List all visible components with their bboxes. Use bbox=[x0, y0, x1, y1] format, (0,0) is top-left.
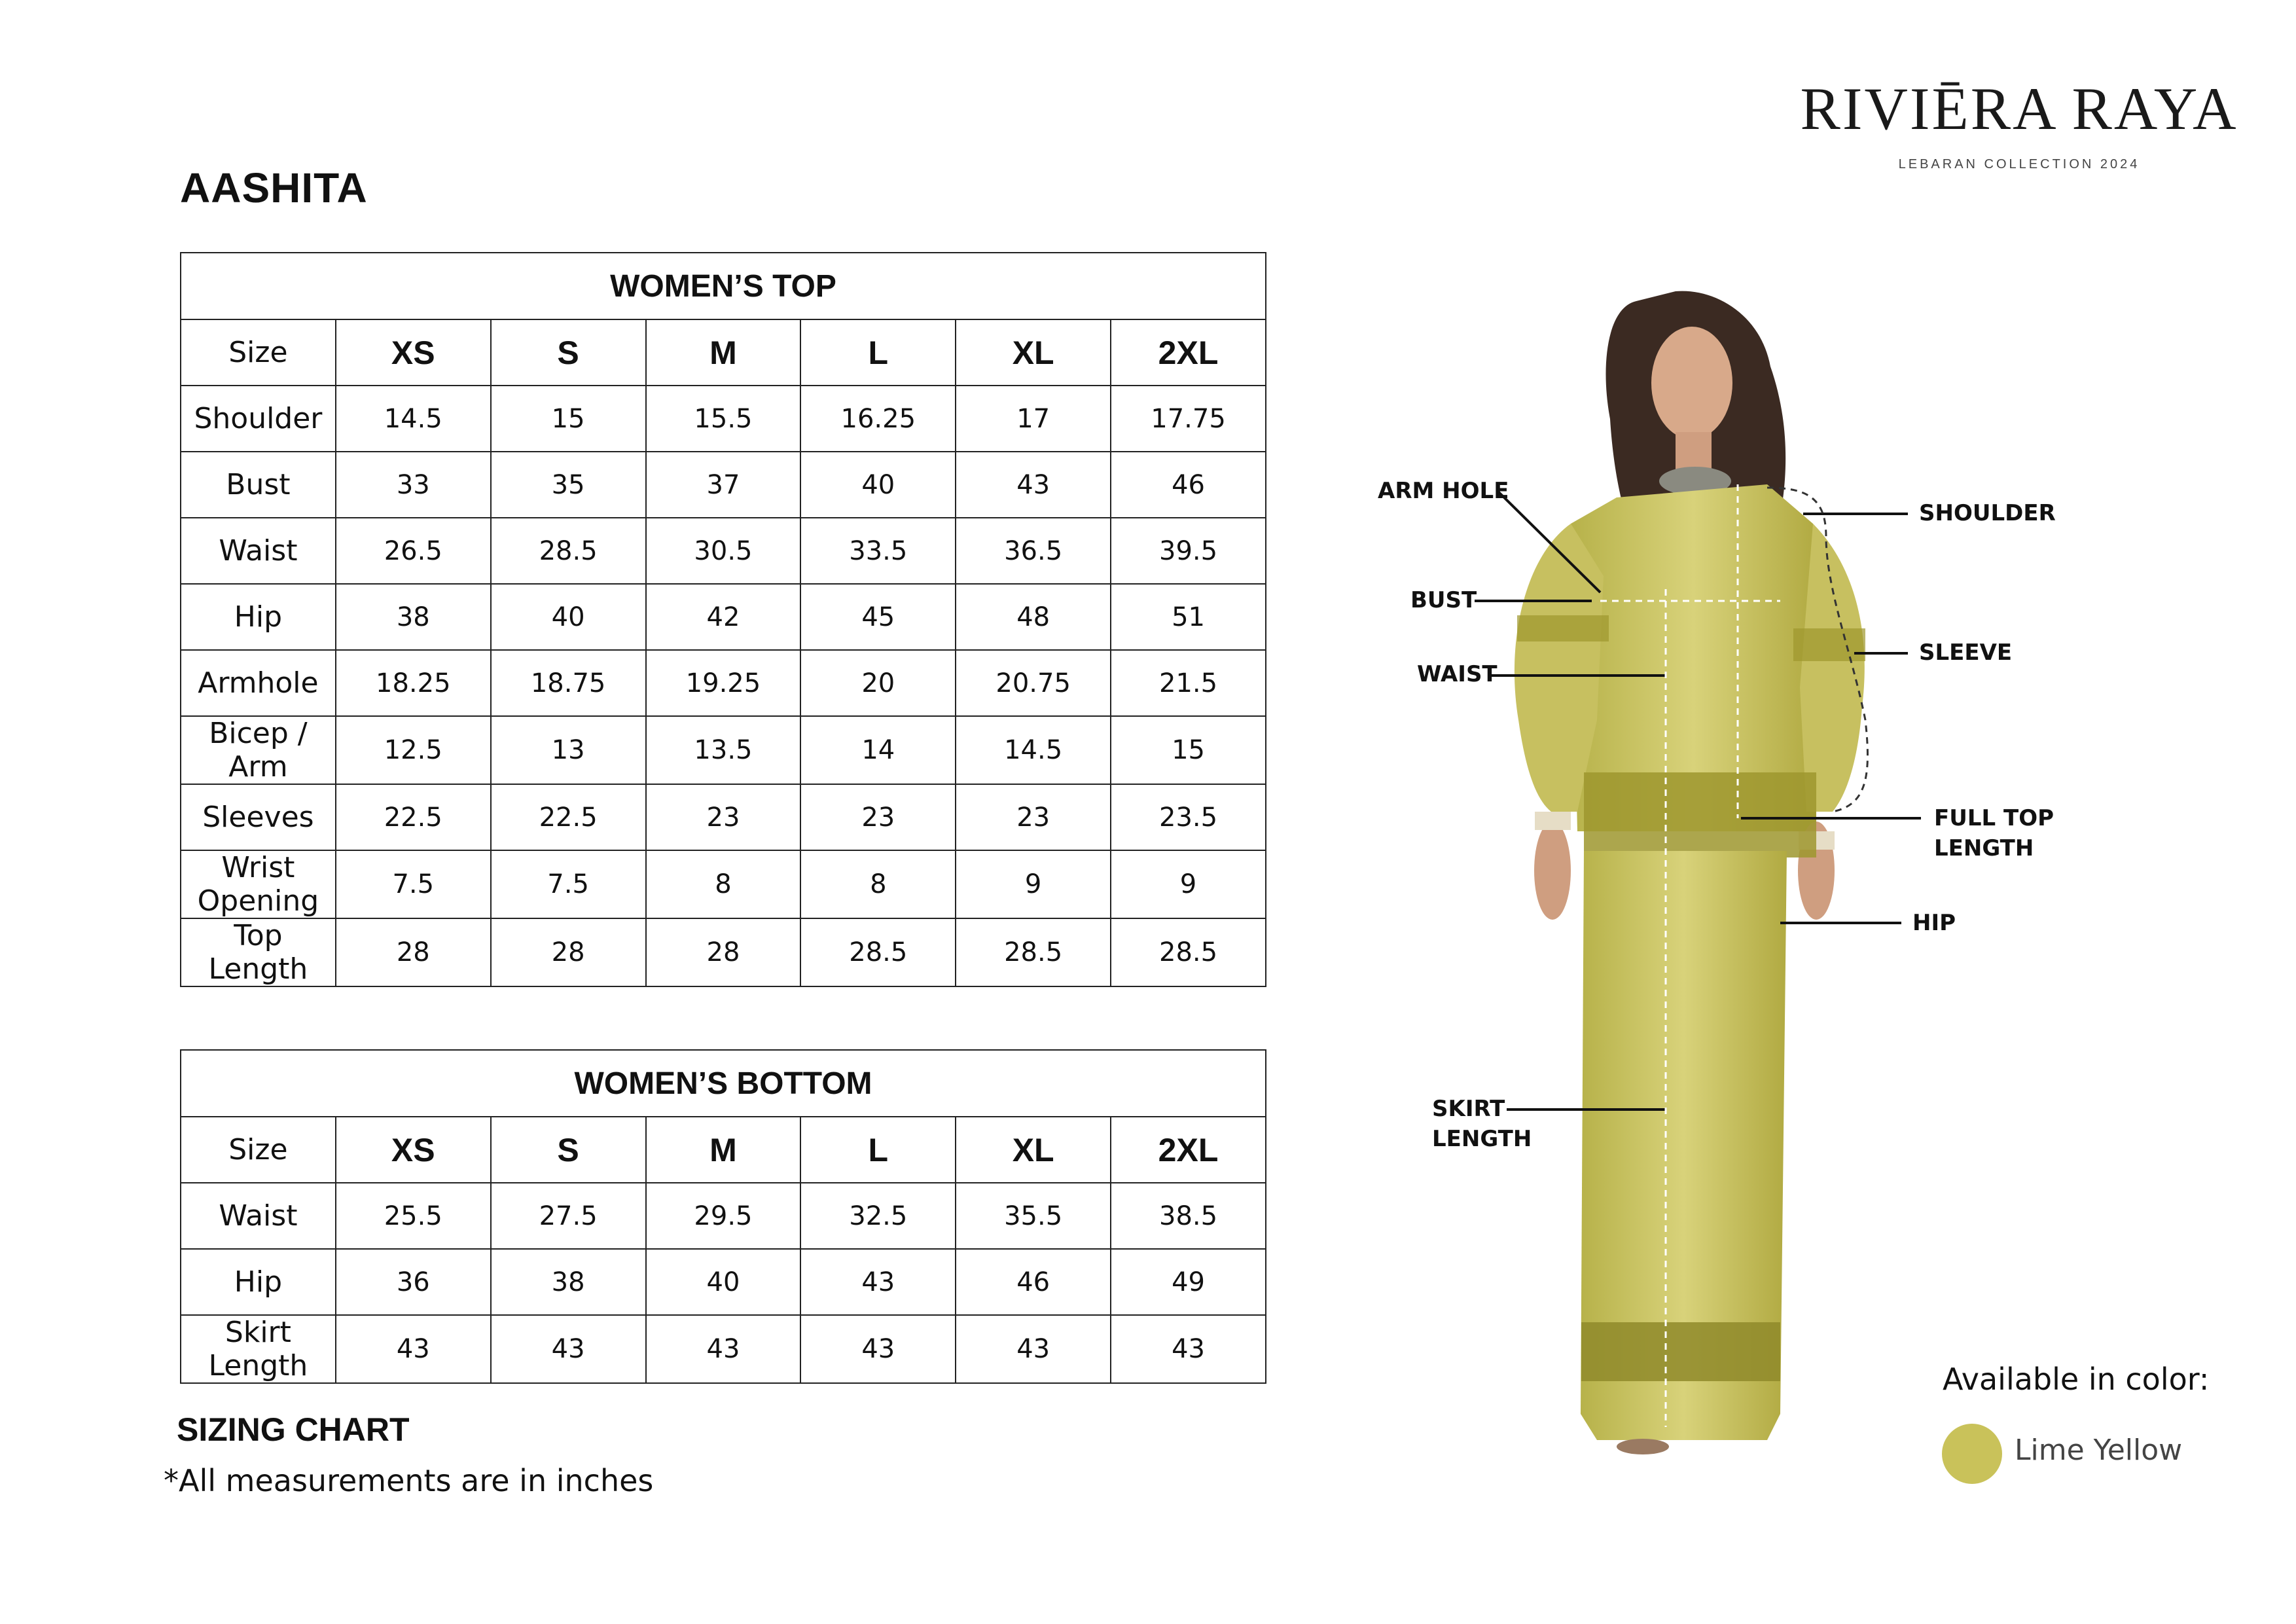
measurement-value: 48 bbox=[956, 584, 1111, 650]
bust-label: BUST bbox=[1410, 587, 1477, 613]
measurement-value: 43 bbox=[1111, 1315, 1266, 1383]
measurement-value: 46 bbox=[1111, 452, 1266, 518]
measurement-value: 51 bbox=[1111, 584, 1266, 650]
measurement-value: 43 bbox=[646, 1315, 801, 1383]
measurement-unit-note: *All measurements are in inches bbox=[164, 1463, 654, 1498]
measurement-label: Sleeves bbox=[181, 784, 336, 850]
skirt-length-label bbox=[1432, 1094, 1532, 1155]
size-header: 2XL bbox=[1111, 1117, 1266, 1183]
measurement-value: 28.5 bbox=[956, 918, 1111, 986]
full-top-length-label-line1: FULL TOP bbox=[1934, 805, 2054, 831]
measurement-value: 38 bbox=[336, 584, 491, 650]
measurement-value: 27.5 bbox=[491, 1183, 646, 1249]
brand-logo-text: RIVIĒRA RAYA bbox=[1800, 75, 2238, 142]
size-header: L bbox=[800, 1117, 956, 1183]
measurement-value: 14.5 bbox=[336, 386, 491, 452]
measurement-value: 43 bbox=[956, 1315, 1111, 1383]
measurement-value: 20.75 bbox=[956, 650, 1111, 716]
measurement-value: 37 bbox=[646, 452, 801, 518]
color-swatch-lime-yellow bbox=[1942, 1424, 2002, 1484]
measurement-value: 21.5 bbox=[1111, 650, 1266, 716]
measurement-value: 40 bbox=[646, 1249, 801, 1315]
measurement-value: 49 bbox=[1111, 1249, 1266, 1315]
size-header-label: Size bbox=[181, 319, 336, 386]
measurement-value: 28.5 bbox=[491, 518, 646, 584]
measurement-value: 32.5 bbox=[800, 1183, 956, 1249]
measurement-value: 23 bbox=[646, 784, 801, 850]
measurement-value: 19.25 bbox=[646, 650, 801, 716]
measurement-value: 33 bbox=[336, 452, 491, 518]
full-top-length-label-line2: LENGTH bbox=[1934, 835, 2034, 861]
measurement-value: 36 bbox=[336, 1249, 491, 1315]
measurement-value: 28 bbox=[646, 918, 801, 986]
measurement-value: 23 bbox=[956, 784, 1111, 850]
measurement-value: 35 bbox=[491, 452, 646, 518]
measurement-value: 20 bbox=[800, 650, 956, 716]
size-header: M bbox=[646, 1117, 801, 1183]
size-header: XS bbox=[336, 319, 491, 386]
size-header: XS bbox=[336, 1117, 491, 1183]
measurement-value: 40 bbox=[491, 584, 646, 650]
size-header: S bbox=[491, 1117, 646, 1183]
measurement-value: 43 bbox=[956, 452, 1111, 518]
measurement-value: 43 bbox=[800, 1315, 956, 1383]
measurement-value: 28 bbox=[336, 918, 491, 986]
size-header: XL bbox=[956, 1117, 1111, 1183]
measurement-value: 35.5 bbox=[956, 1183, 1111, 1249]
measurement-value: 9 bbox=[1111, 850, 1266, 918]
measurement-value: 43 bbox=[491, 1315, 646, 1383]
sizing-chart-title: SIZING CHART bbox=[177, 1411, 410, 1448]
measurement-value: 28 bbox=[491, 918, 646, 986]
measurement-value: 43 bbox=[800, 1249, 956, 1315]
measurement-value: 29.5 bbox=[646, 1183, 801, 1249]
measurement-value: 15.5 bbox=[646, 386, 801, 452]
measurement-value: 14 bbox=[800, 716, 956, 784]
measurement-label: Top Length bbox=[181, 918, 336, 986]
measurement-label: Skirt Length bbox=[181, 1315, 336, 1383]
measurement-value: 39.5 bbox=[1111, 518, 1266, 584]
measurement-value: 9 bbox=[956, 850, 1111, 918]
measurement-value: 38.5 bbox=[1111, 1183, 1266, 1249]
measurement-value: 22.5 bbox=[336, 784, 491, 850]
measurement-value: 15 bbox=[491, 386, 646, 452]
measurement-label: Bust bbox=[181, 452, 336, 518]
measurement-value: 43 bbox=[336, 1315, 491, 1383]
size-header: L bbox=[800, 319, 956, 386]
waist-label: WAIST bbox=[1417, 661, 1498, 687]
measurement-value: 17 bbox=[956, 386, 1111, 452]
measurement-value: 8 bbox=[646, 850, 801, 918]
hip-label: HIP bbox=[1912, 910, 1956, 936]
measurement-value: 13 bbox=[491, 716, 646, 784]
measurement-value: 23 bbox=[800, 784, 956, 850]
size-header: XL bbox=[956, 319, 1111, 386]
measurement-label: Hip bbox=[181, 584, 336, 650]
measurement-value: 28.5 bbox=[1111, 918, 1266, 986]
measurement-value: 16.25 bbox=[800, 386, 956, 452]
measurement-value: 13.5 bbox=[646, 716, 801, 784]
sleeve-label: SLEEVE bbox=[1919, 640, 2013, 666]
measurement-label: Wrist Opening bbox=[181, 850, 336, 918]
measurement-value: 7.5 bbox=[491, 850, 646, 918]
measurement-value: 28.5 bbox=[800, 918, 956, 986]
measurement-value: 18.25 bbox=[336, 650, 491, 716]
measurement-value: 40 bbox=[800, 452, 956, 518]
measurement-value: 22.5 bbox=[491, 784, 646, 850]
measurement-value: 46 bbox=[956, 1249, 1111, 1315]
measurement-value: 17.75 bbox=[1111, 386, 1266, 452]
measurement-value: 42 bbox=[646, 584, 801, 650]
measurement-label: Waist bbox=[181, 518, 336, 584]
measurement-label: Armhole bbox=[181, 650, 336, 716]
measurement-value: 25.5 bbox=[336, 1183, 491, 1249]
model-figure bbox=[1515, 291, 1865, 1454]
measurement-value: 38 bbox=[491, 1249, 646, 1315]
measurement-label: Bicep / Arm bbox=[181, 716, 336, 784]
size-header-label: Size bbox=[181, 1117, 336, 1183]
available-colors-title: Available in color: bbox=[1943, 1362, 2210, 1397]
measurement-value: 23.5 bbox=[1111, 784, 1266, 850]
size-header: S bbox=[491, 319, 646, 386]
arm-hole-label: ARM HOLE bbox=[1378, 478, 1509, 504]
size-header: M bbox=[646, 319, 801, 386]
measurement-value: 33.5 bbox=[800, 518, 956, 584]
table-caption: WOMEN’S TOP bbox=[181, 253, 1266, 319]
table-caption: WOMEN’S BOTTOM bbox=[181, 1050, 1266, 1117]
collection-subtitle: LEBARAN COLLECTION 2024 bbox=[1898, 157, 2140, 171]
measurement-label: Hip bbox=[181, 1249, 336, 1315]
measurement-value: 45 bbox=[800, 584, 956, 650]
measurement-value: 12.5 bbox=[336, 716, 491, 784]
measurement-value: 7.5 bbox=[336, 850, 491, 918]
measurement-value: 15 bbox=[1111, 716, 1266, 784]
measurement-value: 14.5 bbox=[956, 716, 1111, 784]
measurement-value: 18.75 bbox=[491, 650, 646, 716]
measurement-value: 8 bbox=[800, 850, 956, 918]
size-header: 2XL bbox=[1111, 319, 1266, 386]
shoulder-label: SHOULDER bbox=[1919, 500, 2056, 526]
skirt-length-label-line1: SKIRT bbox=[1432, 1096, 1505, 1122]
measurement-label: Waist bbox=[181, 1183, 336, 1249]
measurement-value: 36.5 bbox=[956, 518, 1111, 584]
skirt-length-label-line2: LENGTH bbox=[1432, 1125, 1532, 1152]
full-top-length-label bbox=[1934, 804, 2054, 864]
measurement-value: 30.5 bbox=[646, 518, 801, 584]
measurement-value: 26.5 bbox=[336, 518, 491, 584]
color-swatch-label: Lime Yellow bbox=[2015, 1434, 2183, 1467]
measurement-label: Shoulder bbox=[181, 386, 336, 452]
product-title: AASHITA bbox=[180, 164, 368, 211]
